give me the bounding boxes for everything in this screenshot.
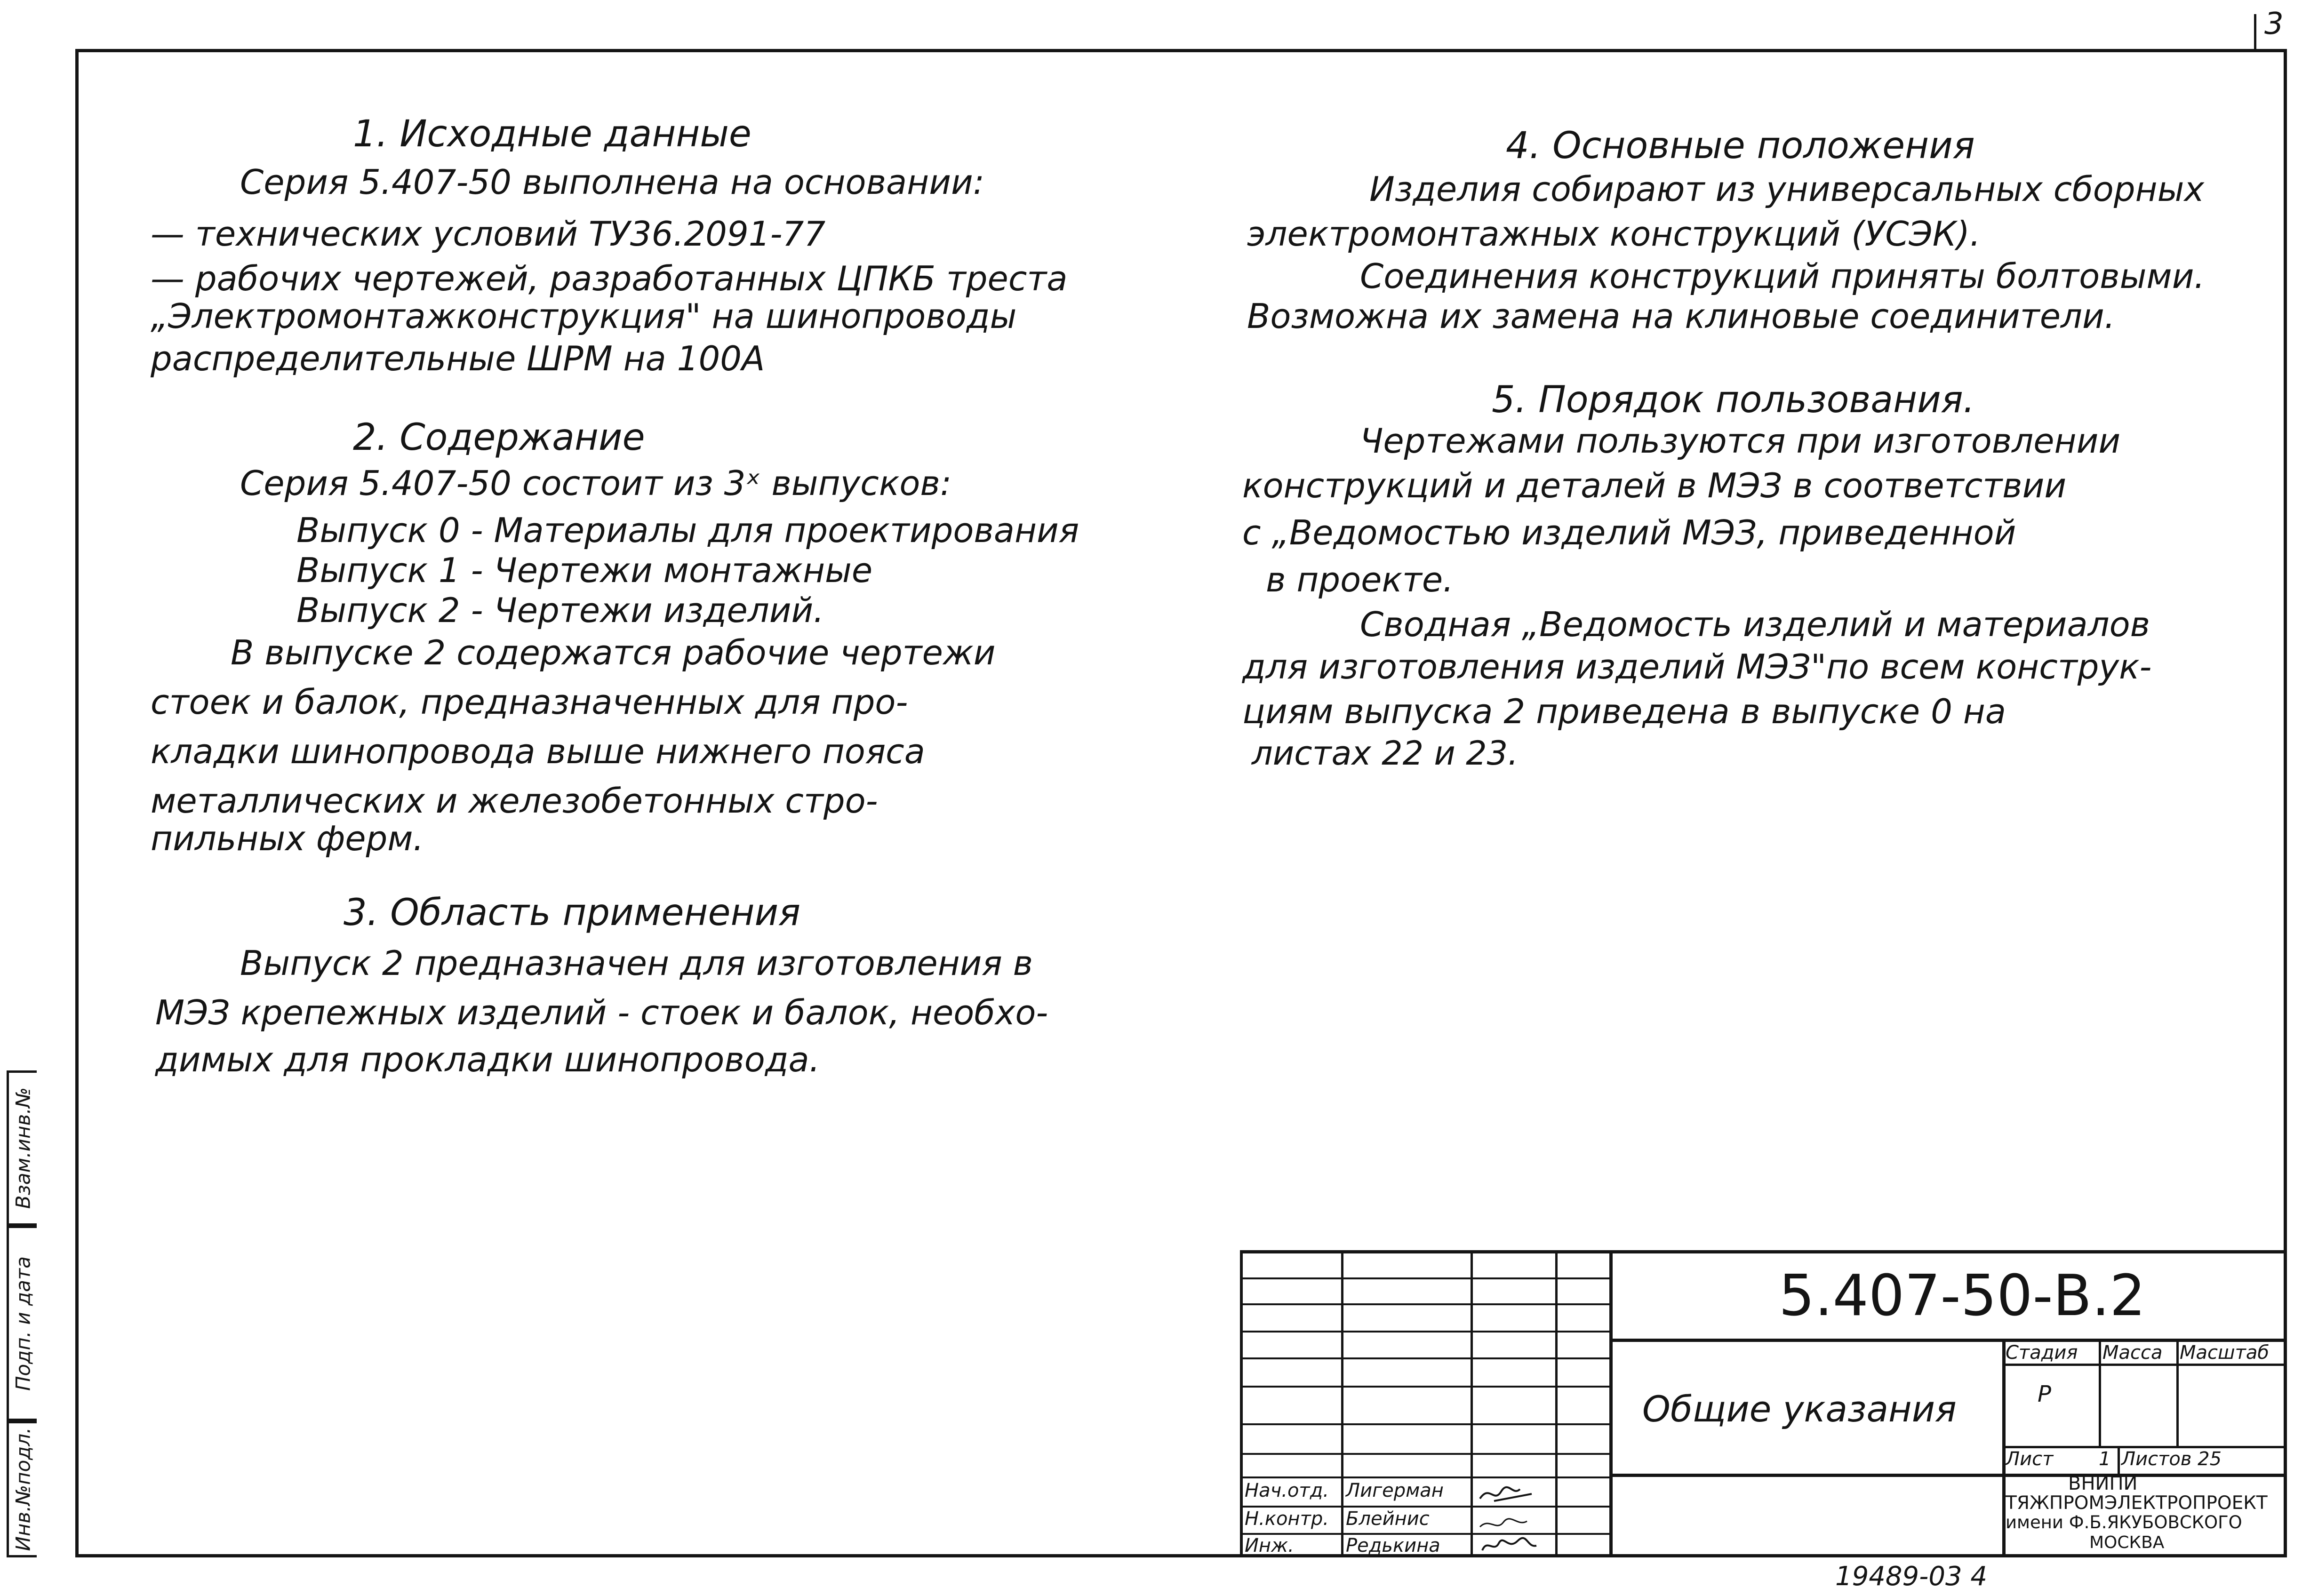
page-number: 3	[2264, 7, 2284, 41]
section-2-line: металлических и железобетонных стро-	[151, 781, 878, 821]
signature-role: Нач.отд.	[1245, 1480, 1329, 1501]
section-5-line: циям выпуска 2 приведена в выпуске 0 на	[1242, 692, 2006, 731]
section-3-line: димых для прокладки шинопровода.	[155, 1040, 820, 1079]
side-stamp-inv-no-label: Инв.№подл.	[11, 1427, 34, 1551]
section-5-line: листах 22 и 23.	[1252, 734, 1519, 773]
section-4-line: Изделия собирают из универсальных сборных	[1369, 169, 2205, 209]
section-4-heading: 4. Основные положения	[1506, 125, 1975, 167]
grid-line	[1609, 1250, 1613, 1557]
section-5-line: конструкций и деталей в МЭЗ в соответствии	[1242, 466, 2067, 505]
stage-value: Р	[2038, 1381, 2051, 1407]
grid-line	[1555, 1250, 1558, 1557]
org-line: ВНИПИ	[2068, 1473, 2138, 1494]
grid-line	[1240, 1506, 1609, 1508]
section-2-line: В выпуске 2 содержатся рабочие чертежи	[231, 633, 996, 672]
section-2-line: Выпуск 0 - Материалы для проектирования	[296, 511, 1079, 550]
grid-line	[2118, 1446, 2120, 1474]
grid-line	[2176, 1339, 2179, 1446]
signature-scribbles	[1475, 1480, 1551, 1555]
side-stamp-replace-inv-label: Взам.инв.№	[11, 1087, 34, 1209]
section-5-heading: 5. Порядок пользования.	[1492, 379, 1975, 421]
section-1-heading: 1. Исходные данные	[353, 113, 751, 155]
section-3-line: МЭЗ крепежных изделий - стоек и балок, необхо-	[155, 993, 1048, 1032]
mass-label: Масса	[2102, 1342, 2163, 1364]
section-2-line: Выпуск 2 - Чертежи изделий.	[296, 591, 824, 630]
stage-label: Стадия	[2006, 1342, 2078, 1364]
section-2-heading: 2. Содержание	[353, 416, 645, 459]
section-1-line: „Электромонтажконструкция" на шинопроводы	[151, 296, 1017, 336]
section-4-line: электромонтажных конструкций (УСЭК).	[1247, 214, 1981, 254]
sheet-label: Лист	[2006, 1448, 2054, 1470]
org-line: ТЯЖПРОМЭЛЕКТРОПРОЕКТ	[2006, 1492, 2268, 1514]
side-stamp-sign-date	[7, 1226, 37, 1421]
section-3-line: Выпуск 2 предназначен для изготовления в	[240, 943, 1033, 983]
grid-line	[1240, 1476, 1609, 1478]
signature-name: Редькина	[1346, 1535, 1440, 1556]
title-block-left-edge	[1240, 1250, 1243, 1557]
section-5-line: Сводная „Ведомость изделий и материалов	[1360, 605, 2150, 644]
document-code: 5.407-50-В.2	[1779, 1263, 2146, 1329]
section-1-line: — рабочих чертежей, разработанных ЦПКБ треста	[151, 259, 1068, 298]
org-line: МОСКВА	[2089, 1533, 2165, 1552]
signature-role: Инж.	[1245, 1535, 1294, 1556]
signature-name: Лигерман	[1346, 1480, 1444, 1501]
grid-line	[1240, 1357, 1609, 1359]
grid-line	[1240, 1277, 1609, 1279]
grid-line	[1609, 1474, 2287, 1477]
section-1-line: — технических условий ТУ36.2091-77	[151, 214, 826, 254]
scale-label: Масштаб	[2180, 1342, 2270, 1364]
side-stamp-sign-date-label: Подп. и дата	[11, 1256, 34, 1391]
document-title: Общие указания	[1642, 1388, 1957, 1430]
sheets-count: Листов 25	[2121, 1448, 2222, 1470]
section-1-line: Серия 5.407-50 выполнена на основании:	[240, 162, 985, 202]
org-line: имени Ф.Б.ЯКУБОВСКОГО	[2006, 1512, 2242, 1532]
section-2-line: стоек и балок, предназначенных для про-	[151, 682, 908, 722]
section-3-heading: 3. Область применения	[344, 892, 801, 934]
signature-role: Н.контр.	[1245, 1508, 1329, 1530]
section-4-line: Возможна их замена на клиновые соединители.	[1247, 296, 2115, 336]
grid-line	[1240, 1453, 1609, 1455]
grid-line	[1471, 1250, 1473, 1557]
grid-line	[2099, 1339, 2101, 1446]
sheet-value: 1	[2099, 1448, 2111, 1470]
section-2-line: Серия 5.407-50 состоит из 3ˣ выпусков:	[240, 463, 952, 503]
grid-line	[1341, 1250, 1343, 1557]
grid-line	[2002, 1364, 2287, 1366]
section-5-line: с „Ведомостью изделий МЭЗ, приведенной	[1242, 513, 2016, 552]
grid-line	[1240, 1331, 1609, 1333]
archive-number: 19489-03 4	[1835, 1561, 1988, 1592]
grid-line	[1609, 1339, 2287, 1342]
section-5-line: для изготовления изделий МЭЗ"по всем конструк-	[1242, 647, 2152, 686]
side-stamp-inv-no	[7, 1421, 37, 1557]
page-number-divider	[2254, 14, 2256, 49]
signature-name: Блейнис	[1346, 1508, 1430, 1530]
section-2-line: пильных ферм.	[151, 819, 424, 858]
section-1-line: распределительные ШРМ на 100А	[151, 339, 765, 378]
section-2-line: кладки шинопровода выше нижнего пояса	[151, 732, 925, 771]
title-block-top-edge	[1240, 1250, 2287, 1253]
grid-line	[1240, 1386, 1609, 1388]
side-stamp-replace-inv	[7, 1070, 37, 1226]
section-4-line: Соединения конструкций приняты болтовыми.	[1360, 256, 2205, 296]
grid-line	[1240, 1423, 1609, 1425]
grid-line	[1240, 1303, 1609, 1305]
section-5-line: в проекте.	[1266, 560, 1454, 599]
section-2-line: Выпуск 1 - Чертежи монтажные	[296, 551, 873, 590]
section-5-line: Чертежами пользуются при изготовлении	[1360, 421, 2121, 461]
